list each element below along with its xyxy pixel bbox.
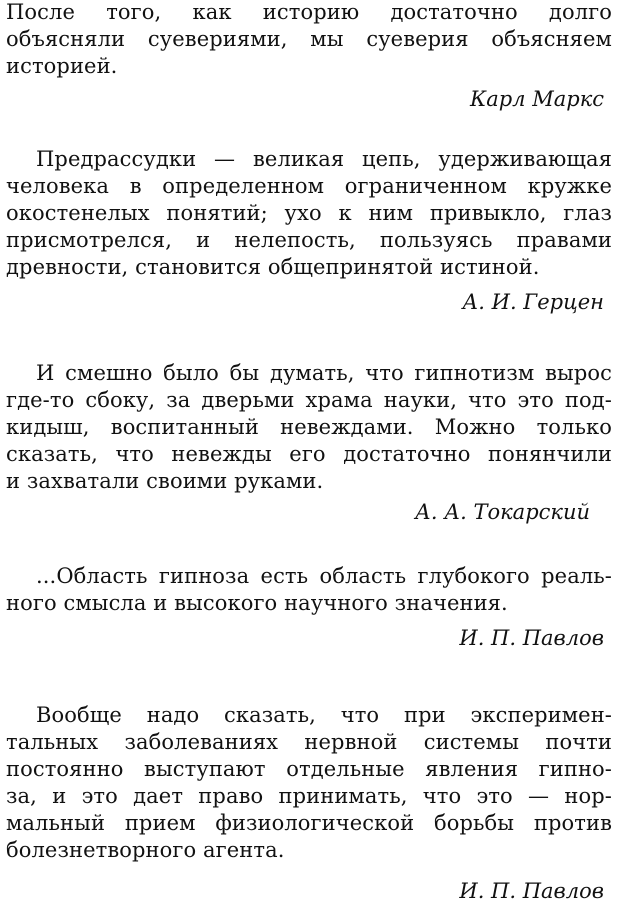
quote-line: за, и это дает право принимать, что это — нор- <box>6 784 612 808</box>
quote-pavlov-2 <box>6 702 612 905</box>
quote-line: После того, как историю достаточно долго <box>6 0 612 24</box>
quote-line: ...Область гипноза есть область глубокого реаль- <box>36 564 612 588</box>
quote-line: мальный прием физиологической борьбы против <box>6 811 612 835</box>
quote-tokarsky <box>6 360 612 526</box>
quote-line: Предрассудки — великая цепь, удерживающая <box>36 147 612 171</box>
quote-line: болезнетворного агента. <box>6 838 285 862</box>
quote-author: И. П. Павлов <box>459 879 604 903</box>
quote-line: сказать, что невежды его достаточно понянчили <box>6 442 612 466</box>
quote-line: и захватали своими руками. <box>6 469 324 493</box>
quote-line: объясняли суевериями, мы суеверия объясняем <box>6 27 612 51</box>
quote-line: кидыш, воспитанный невеждами. Можно только <box>6 415 612 439</box>
quote-pavlov-1 <box>6 563 612 652</box>
quote-line: древности, становится общепринятой истиной. <box>6 255 540 279</box>
quote-line: постоянно выступают отдельные явления гипно- <box>6 757 612 781</box>
quote-author: А. И. Герцен <box>462 290 604 314</box>
quote-author: И. П. Павлов <box>459 626 604 650</box>
quote-line: присмотрелся, и нелепость, пользуясь правами <box>6 228 612 252</box>
quote-marx <box>6 0 612 113</box>
quote-line: человека в определенном ограниченном кружке <box>6 174 612 198</box>
quote-herzen <box>6 146 612 316</box>
quote-line: историей. <box>6 54 118 78</box>
quote-line: Вообще надо сказать, что при эксперимен- <box>36 703 612 727</box>
quote-line: тальных заболеваниях нервной системы почти <box>6 730 612 754</box>
quote-line: окостенелых понятий; ухо к ним привыкло, глаз <box>6 201 612 225</box>
quote-line: ного смысла и высокого научного значения. <box>6 591 508 615</box>
quote-author: Карл Маркс <box>469 87 604 111</box>
quote-line: И смешно было бы думать, что гипнотизм вырос <box>36 361 612 385</box>
quote-author: А. А. Токарский <box>414 500 590 524</box>
quote-line: где-то сбоку, за дверьми храма науки, что это под- <box>6 388 612 412</box>
